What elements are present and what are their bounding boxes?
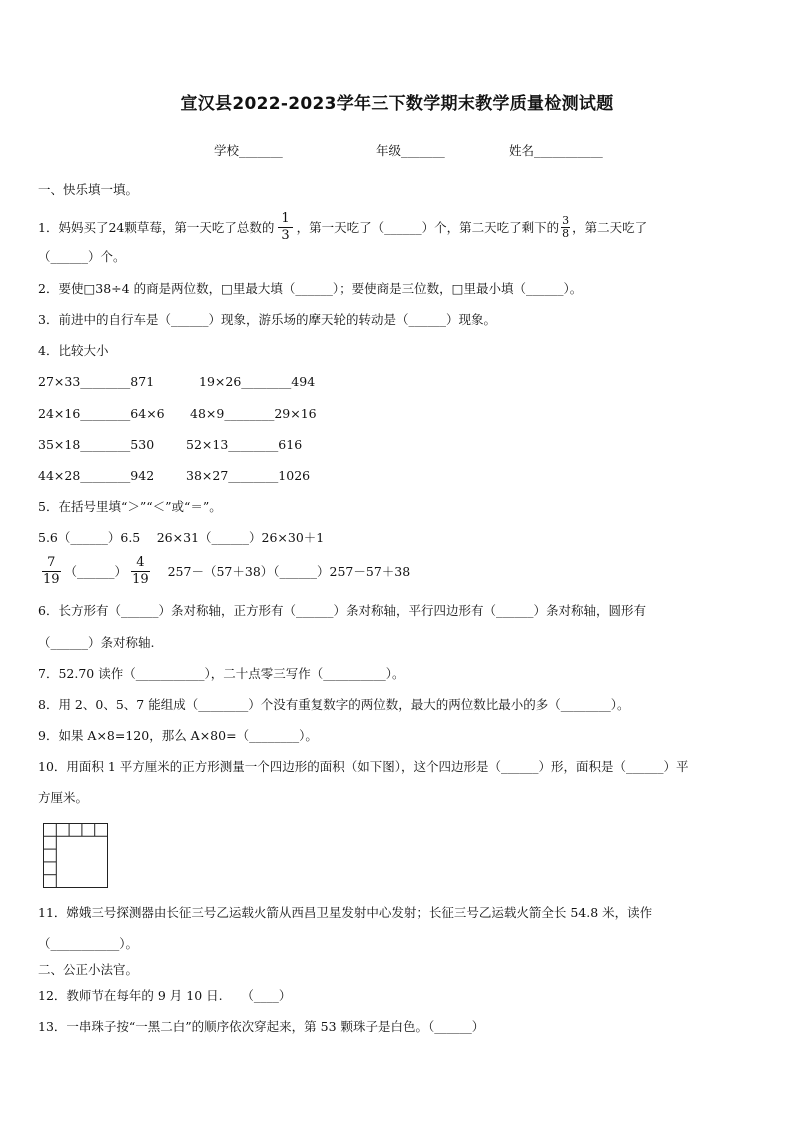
- question-6: 6．长方形有（______）条对称轴，正方形有（______）条对称轴，平行四边形有（______）条对称轴，圆形有: [38, 603, 646, 618]
- page-title: 宣汉县2022-2023学年三下数学期末教学质量检测试题: [180, 94, 614, 114]
- question-3: 3．前进中的自行车是（______）现象，游乐场的摩天轮的转动是（______）现象。: [38, 312, 496, 327]
- compare-row-4b: 38×27________1026: [186, 468, 311, 483]
- school-field: 学校_______: [214, 143, 283, 158]
- question-6-continued: （______）条对称轴.: [38, 635, 155, 650]
- compare-blank: （______）: [64, 564, 128, 579]
- fraction-numerator: 7: [42, 555, 61, 572]
- grade-field: 年级_______: [376, 143, 445, 158]
- section-heading-1: 一、快乐填一填。: [38, 182, 139, 197]
- section-heading-2: 二、公正小法官。: [38, 962, 139, 977]
- question-10-continued: 方厘米。: [38, 790, 89, 805]
- question-1-text-b: ，第一天吃了（______）个，第二天吃了剩下的: [296, 220, 560, 235]
- compare-row-3b: 52×13________616: [186, 437, 303, 452]
- question-13: 13．一串珠子按“一黑二白”的顺序依次穿起来，第 53 颗珠子是白色。（______）: [38, 1019, 485, 1034]
- question-11-continued: （___________）。: [38, 936, 139, 951]
- fraction-seven-nineteenths: [42, 555, 61, 588]
- question-1-continued: （______）个。: [38, 249, 126, 264]
- name-field: 姓名___________: [509, 143, 603, 158]
- compare-row-2a: 24×16________64×6: [38, 406, 165, 421]
- question-12: 12．教师节在每年的 9 月 10 日. （____）: [38, 988, 292, 1003]
- question-5-row-1: 5.6（______）6.5 26×31（______）26×30＋1: [38, 530, 325, 545]
- compare-row-1b: 19×26________494: [199, 374, 316, 389]
- question-5-row-2: [38, 556, 410, 589]
- fraction-denominator: 19: [132, 572, 149, 587]
- question-1-text-a: 1．妈妈买了24颗草莓，第一天吃了总数的: [38, 220, 275, 235]
- fraction-numerator: 4: [131, 555, 150, 572]
- fraction-four-nineteenths: [131, 555, 150, 588]
- question-7: 7．52.70 读作（___________），二十点零三写作（__________）。: [38, 666, 405, 681]
- question-1-text-c: ，第二天吃了: [572, 220, 648, 235]
- question-1: [38, 212, 647, 245]
- compare-row-1a: 27×33________871: [38, 374, 155, 389]
- question-5-label: 5．在括号里填“＞”“＜”或“＝”。: [38, 499, 222, 514]
- question-9: 9．如果 A×8=120，那么 A×80=（________）。: [38, 728, 318, 743]
- fraction-denominator: 3: [281, 228, 290, 243]
- question-8: 8．用 2、0、5、7 能组成（________）个没有重复数字的两位数，最大的两位数比最小的多（________）。: [38, 697, 630, 712]
- quadrilateral-grid-figure: [43, 823, 109, 889]
- question-2: 2．要使□38÷4 的商是两位数，□里最大填（______）；要使商是三位数，□里最小填（______）。: [38, 281, 583, 296]
- figure-outline: [44, 824, 108, 888]
- fraction-denominator: 8: [562, 227, 570, 240]
- fraction-three-eighths: [561, 215, 570, 240]
- fraction-numerator: 3: [562, 214, 570, 227]
- fraction-one-third: [278, 211, 292, 244]
- question-4-label: 4．比较大小: [38, 343, 109, 358]
- compare-row-2b: 48×9________29×16: [190, 406, 317, 421]
- compare-row-3a: 35×18________530: [38, 437, 155, 452]
- question-5-row-2-tail: 257－（57＋38）（______）257－57＋38: [167, 564, 411, 579]
- compare-row-4a: 44×28________942: [38, 468, 155, 483]
- question-10: 10．用面积 1 平方厘米的正方形测量一个四边形的面积（如下图），这个四边形是（______）形，面积是（______）平: [38, 759, 689, 774]
- question-11: 11．嫦娥三号探测器由长征三号乙运载火箭从西昌卫星发射中心发射；长征三号乙运载火箭全长 54.8 米，读作: [38, 905, 653, 920]
- fraction-denominator: 19: [43, 572, 60, 587]
- fraction-numerator: 1: [278, 211, 292, 228]
